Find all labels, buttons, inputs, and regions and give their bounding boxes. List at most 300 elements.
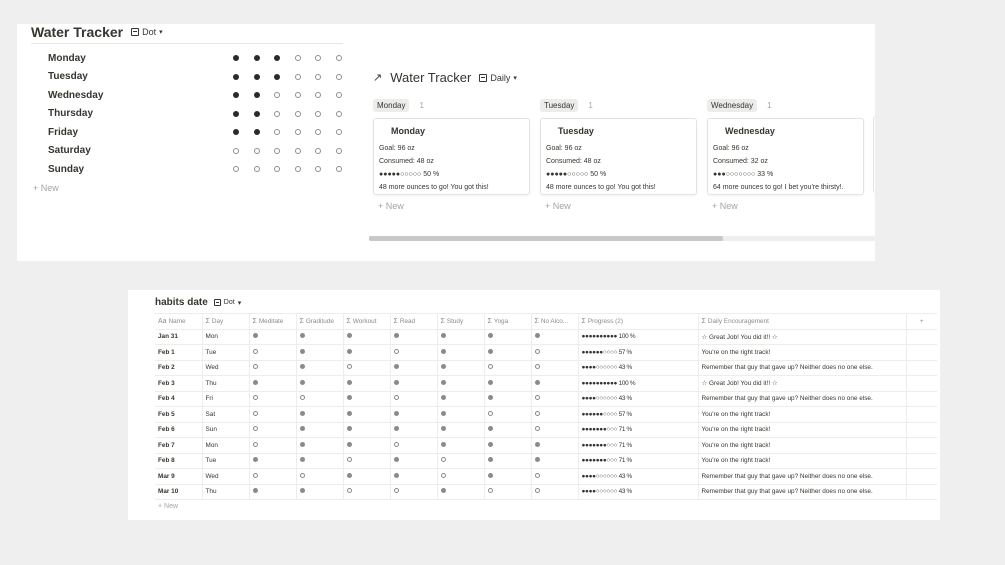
empty-dot-icon [329,111,350,117]
habit-cell[interactable] [437,407,484,423]
empty-dot-icon [247,148,268,154]
empty-dot-icon [535,349,540,354]
column-header[interactable] [343,314,390,330]
empty-dot-icon [441,473,446,478]
column-label[interactable]: Wednesday [707,99,757,112]
done-dot-icon [535,442,540,447]
habit-cell[interactable] [343,438,390,454]
done-dot-icon [300,457,305,462]
habit-cell[interactable] [484,376,531,392]
habit-cell[interactable] [390,484,437,500]
habit-cell[interactable] [531,391,578,407]
empty-dot-icon [226,148,247,154]
glass-dots [226,148,349,154]
empty-dot-icon [253,364,258,369]
done-dot-icon [394,333,399,338]
card-progress: ●●●●●○○○○○ 50 % [379,171,440,178]
water-day-list [48,49,349,179]
habit-cell[interactable] [484,407,531,423]
done-dot-icon [441,380,446,385]
empty-dot-icon [288,148,309,154]
column-header-label: Yoga [493,317,509,325]
habit-cell[interactable] [531,329,578,345]
habit-cell[interactable] [249,376,296,392]
empty-cell [906,484,937,500]
empty-dot-icon [288,55,309,61]
habit-cell[interactable] [484,422,531,438]
empty-dot-icon [535,411,540,416]
empty-dot-icon [308,111,329,117]
done-dot-icon [347,349,352,354]
encouragement-cell: Remember that guy that gave up? Neither does no one else. [698,360,906,376]
day-name: Friday [48,126,79,138]
encouragement-cell: Remember that guy that gave up? Neither does no one else. [698,484,906,500]
formula-icon: Σ [205,317,210,325]
card-message: 48 more ounces to go! You got this! [546,184,656,191]
column-header-label: Daily Encouragement [707,317,769,325]
glass-dots [226,92,349,98]
done-dot-icon [253,488,258,493]
row-day: Sat [202,407,249,423]
column-count: 1 [419,101,424,110]
board-card[interactable] [373,118,530,195]
habit-cell[interactable] [484,438,531,454]
new-row-button[interactable]: + New [33,183,59,193]
empty-cell [906,407,937,423]
empty-cell [906,422,937,438]
add-column-button[interactable]: + [906,314,937,330]
new-card-button[interactable]: + New [712,201,738,211]
row-name[interactable]: Feb 2 [155,360,202,376]
formula-icon: Σ [701,317,706,325]
column-header[interactable] [578,314,698,330]
board-card[interactable] [707,118,864,195]
empty-dot-icon [441,457,446,462]
habit-cell[interactable] [484,329,531,345]
empty-dot-icon [253,473,258,478]
water-day-row[interactable] [48,49,349,68]
habit-cell[interactable] [343,453,390,469]
filled-dot-icon [247,74,268,80]
view-selector-daily[interactable] [479,73,517,83]
column-count: 1 [588,101,593,110]
empty-dot-icon [329,148,350,154]
formula-icon: Σ [346,317,351,325]
habit-cell[interactable] [296,407,343,423]
encouragement-cell: You're on the right track! [698,438,906,454]
table-row[interactable] [155,453,937,469]
habit-cell[interactable] [531,438,578,454]
board-card[interactable] [540,118,697,195]
column-header [707,99,864,112]
horizontal-scrollbar-thumb[interactable] [369,236,723,241]
day-name: Wednesday [48,89,104,101]
habit-cell[interactable] [437,438,484,454]
done-dot-icon [347,395,352,400]
habit-cell[interactable] [484,484,531,500]
column-header[interactable] [484,314,531,330]
empty-dot-icon [329,166,350,172]
column-header[interactable] [296,314,343,330]
empty-dot-icon [308,74,329,80]
formula-icon: Σ [252,317,257,325]
done-dot-icon [394,426,399,431]
done-dot-icon [347,411,352,416]
water-tracker-title: Water Tracker [31,24,124,40]
progress-cell: ●●●●●●●●●● 100 % [578,329,698,345]
done-dot-icon [347,442,352,447]
done-dot-icon [488,457,493,462]
row-name[interactable]: Feb 5 [155,407,202,423]
row-day: Wed [202,469,249,485]
habits-title: habits date [155,297,208,308]
column-header-label: Study [446,317,464,325]
habit-cell[interactable] [296,438,343,454]
habits-panel [128,290,940,520]
habit-cell[interactable] [531,345,578,361]
habit-cell[interactable] [249,422,296,438]
row-name[interactable]: Mar 10 [155,484,202,500]
empty-dot-icon [535,426,540,431]
encouragement-cell: You're on the right track! [698,453,906,469]
empty-dot-icon [488,364,493,369]
habit-cell[interactable] [390,422,437,438]
column-header-label: Meditate [258,317,284,325]
habit-cell[interactable] [390,391,437,407]
empty-cell [906,345,937,361]
filled-dot-icon [247,129,268,135]
row-day: Wed [202,360,249,376]
habit-cell[interactable] [296,484,343,500]
row-day: Mon [202,438,249,454]
habit-cell[interactable] [249,329,296,345]
view-selector-dot[interactable] [131,27,163,37]
done-dot-icon [394,457,399,462]
table-row[interactable] [155,360,937,376]
progress-cell: ●●●●●●●○○○ 71 % [578,422,698,438]
formula-icon: Σ [440,317,445,325]
habit-cell[interactable] [296,422,343,438]
water-day-row[interactable] [48,142,349,161]
habit-cell[interactable] [249,438,296,454]
column-header-label: No Alco... [540,317,569,325]
done-dot-icon [394,380,399,385]
habit-cell[interactable] [484,345,531,361]
habit-cell[interactable] [390,376,437,392]
habit-cell[interactable] [437,453,484,469]
column-label[interactable]: Tuesday [540,99,578,112]
empty-dot-icon [329,129,350,135]
done-dot-icon [300,364,305,369]
column-label[interactable]: Monday [373,99,409,112]
table-row[interactable] [155,376,937,392]
habit-cell[interactable] [390,360,437,376]
row-name[interactable]: Feb 3 [155,376,202,392]
done-dot-icon [300,442,305,447]
row-name[interactable]: Feb 8 [155,453,202,469]
habit-cell[interactable] [343,469,390,485]
water-day-row[interactable] [48,123,349,142]
done-dot-icon [535,457,540,462]
card-title: Wednesday [725,126,775,136]
habit-cell[interactable] [484,453,531,469]
habit-cell[interactable] [249,484,296,500]
habit-cell[interactable] [343,360,390,376]
habit-cell[interactable] [437,391,484,407]
habit-cell[interactable] [343,422,390,438]
formula-icon: Σ [393,317,398,325]
habit-cell[interactable] [343,329,390,345]
formula-icon: Σ [487,317,492,325]
row-day: Thu [202,484,249,500]
done-dot-icon [441,426,446,431]
habit-cell[interactable] [343,345,390,361]
water-day-row[interactable] [48,105,349,124]
habit-cell[interactable] [531,469,578,485]
card-progress: ●●●○○○○○○○ 33 % [713,171,774,178]
empty-dot-icon [288,129,309,135]
card-consumed: Consumed: 48 oz [379,158,434,165]
encouragement-cell: Remember that guy that gave up? Neither does no one else. [698,469,906,485]
habit-cell[interactable] [249,407,296,423]
row-day: Fri [202,391,249,407]
formula-icon: Σ [299,317,304,325]
row-name[interactable]: Mar 9 [155,469,202,485]
habit-cell[interactable] [390,469,437,485]
done-dot-icon [441,411,446,416]
column-header[interactable] [155,314,202,330]
empty-cell [906,376,937,392]
habit-cell[interactable] [249,391,296,407]
encouragement-cell: You're on the right track! [698,345,906,361]
column-header[interactable] [202,314,249,330]
board-title[interactable]: Water Tracker [390,70,472,85]
habit-cell[interactable] [390,453,437,469]
column-header-label: Graditude [305,317,334,325]
card-goal: Goal: 96 oz [713,145,749,152]
done-dot-icon [441,333,446,338]
empty-dot-icon [394,395,399,400]
habit-cell[interactable] [531,422,578,438]
empty-cell [906,391,937,407]
habit-cell[interactable] [296,345,343,361]
table-row[interactable] [155,469,937,485]
filled-dot-icon [247,92,268,98]
habit-cell[interactable] [296,469,343,485]
row-name[interactable]: Feb 7 [155,438,202,454]
empty-dot-icon [288,111,309,117]
day-name: Saturday [48,145,91,157]
empty-dot-icon [488,411,493,416]
habit-cell[interactable] [296,360,343,376]
new-row-button[interactable]: + New [158,503,179,510]
habits-header [155,297,241,308]
done-dot-icon [300,426,305,431]
formula-icon: Σ [581,317,586,325]
habit-cell[interactable] [390,345,437,361]
empty-dot-icon [308,148,329,154]
table-row[interactable] [155,438,937,454]
board-view-icon [479,74,487,82]
habit-cell[interactable] [296,453,343,469]
filled-dot-icon [226,129,247,135]
habit-cell[interactable] [437,329,484,345]
habit-cell[interactable] [437,360,484,376]
glass-dots [226,74,349,80]
habit-cell[interactable] [437,376,484,392]
chevron-down-icon: ▾ [513,74,517,82]
habit-cell[interactable] [390,407,437,423]
done-dot-icon [300,333,305,338]
board-card-partial[interactable] [873,116,875,193]
habit-cell[interactable] [249,360,296,376]
filled-dot-icon [226,55,247,61]
card-progress: ●●●●●○○○○○ 50 % [546,171,607,178]
habit-cell[interactable] [437,422,484,438]
habit-cell[interactable] [296,329,343,345]
filled-dot-icon [267,55,288,61]
habit-cell[interactable] [531,360,578,376]
chevron-down-icon: ▾ [237,299,242,307]
table-row[interactable] [155,484,937,500]
done-dot-icon [347,380,352,385]
new-card-button[interactable]: + New [545,201,571,211]
row-day: Tue [202,453,249,469]
table-row[interactable] [155,391,937,407]
card-message: 48 more ounces to go! You got this! [379,184,489,191]
done-dot-icon [347,473,352,478]
habit-cell[interactable] [343,376,390,392]
habit-cell[interactable] [531,407,578,423]
board-header [373,70,517,85]
board-column [707,99,864,211]
habit-cell[interactable] [249,345,296,361]
table-row[interactable] [155,329,937,345]
linked-arrow-icon: ↗ [373,72,383,84]
empty-dot-icon [267,129,288,135]
habit-cell[interactable] [343,484,390,500]
table-header-row [155,314,937,330]
empty-dot-icon [394,488,399,493]
row-name[interactable]: Jan 31 [155,329,202,345]
progress-cell: ●●●●●●●○○○ 71 % [578,438,698,454]
habit-cell[interactable] [343,407,390,423]
column-header[interactable] [390,314,437,330]
habit-cell[interactable] [484,360,531,376]
water-day-row[interactable] [48,86,349,105]
day-name: Thursday [48,108,94,120]
habit-cell[interactable] [531,376,578,392]
water-day-row[interactable] [48,160,349,179]
habits-table [155,313,937,500]
board-column [540,99,697,211]
done-dot-icon [441,349,446,354]
habit-cell[interactable] [437,484,484,500]
column-header-label: Workout [352,317,377,325]
done-dot-icon [300,411,305,416]
habit-cell[interactable] [531,453,578,469]
row-name[interactable]: Feb 6 [155,422,202,438]
habit-cell[interactable] [390,329,437,345]
empty-dot-icon [288,74,309,80]
water-day-row[interactable] [48,68,349,87]
day-name: Tuesday [48,71,88,83]
table-row[interactable] [155,345,937,361]
done-dot-icon [253,380,258,385]
empty-dot-icon [308,129,329,135]
row-name[interactable]: Feb 4 [155,391,202,407]
column-header[interactable] [437,314,484,330]
empty-dot-icon [394,442,399,447]
habit-cell[interactable] [249,469,296,485]
column-header[interactable] [531,314,578,330]
glass-dots [226,166,349,172]
filled-dot-icon [247,111,268,117]
empty-dot-icon [300,395,305,400]
progress-cell: ●●●●●●○○○○ 57 % [578,407,698,423]
empty-dot-icon [329,55,350,61]
column-header[interactable] [698,314,906,330]
column-header-label: Read [399,317,416,325]
encouragement-cell: You're on the right track! [698,422,906,438]
habit-cell[interactable] [484,391,531,407]
column-header [540,99,697,112]
done-dot-icon [488,426,493,431]
habit-cell[interactable] [484,469,531,485]
done-dot-icon [488,442,493,447]
empty-dot-icon [347,488,352,493]
done-dot-icon [488,395,493,400]
empty-dot-icon [300,473,305,478]
table-row[interactable] [155,407,937,423]
empty-dot-icon [535,488,540,493]
progress-cell: ●●●●○○○○○○ 43 % [578,360,698,376]
habit-cell[interactable] [249,453,296,469]
glass-dots [226,129,349,135]
habit-cell[interactable] [296,376,343,392]
empty-cell [906,469,937,485]
table-view-icon [131,28,139,36]
habit-cell[interactable] [531,484,578,500]
table-row[interactable] [155,422,937,438]
table-view-icon [214,299,221,306]
habit-cell[interactable] [437,345,484,361]
progress-cell: ●●●●○○○○○○ 43 % [578,391,698,407]
done-dot-icon [300,349,305,354]
empty-dot-icon [329,74,350,80]
new-card-button[interactable]: + New [378,201,404,211]
empty-dot-icon [253,442,258,447]
empty-dot-icon [535,364,540,369]
empty-cell [906,329,937,345]
view-selector-dot[interactable] [214,299,241,307]
column-header[interactable] [249,314,296,330]
done-dot-icon [441,488,446,493]
row-day: Mon [202,329,249,345]
encouragement-cell: Remember that guy that gave up? Neither does no one else. [698,391,906,407]
empty-dot-icon [253,395,258,400]
habit-cell[interactable] [343,391,390,407]
habit-cell[interactable] [296,391,343,407]
done-dot-icon [441,364,446,369]
column-header-label: Day [211,317,224,325]
habit-cell[interactable] [437,469,484,485]
progress-cell: ●●●●●●○○○○ 57 % [578,345,698,361]
filled-dot-icon [226,74,247,80]
habit-cell[interactable] [390,438,437,454]
row-name[interactable]: Feb 1 [155,345,202,361]
card-title: Tuesday [558,126,594,136]
